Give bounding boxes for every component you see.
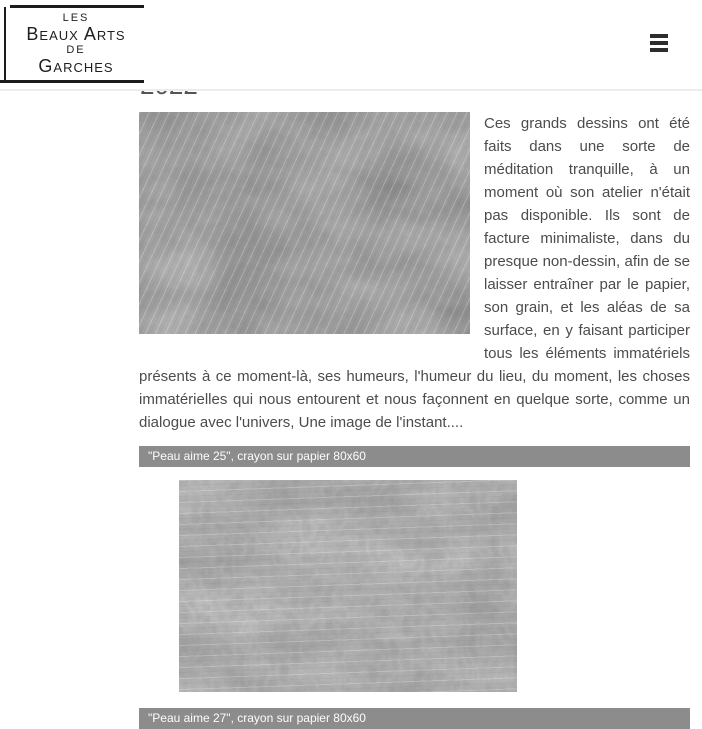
pencil-texture-1	[139, 112, 470, 334]
intro-paragraph: Ces grands dessins ont été faits dans une sorte de méditation tranquille, à un moment où son atelier n'était pas disponible. Ils sont de facture minimaliste, dans du presque non-dessin, afin de se laisser entraîner par le papier, son grain, et les aléas de sa surface, en y faisant participer tous les éléments immatériels présents à ce moment-là, ses humeurs, l'humeur du lieu, du moment, les choses immatérielles qui nous entourent et nous façonnent en quelque sorte, comme un dialogue avec l'univers, Une image de l'instant....	[139, 115, 690, 431]
logo-line-beaux-arts: Beaux Arts	[26, 23, 126, 44]
hamburger-bar	[650, 41, 668, 45]
hamburger-bar	[650, 34, 668, 38]
logo-left-rule	[4, 7, 6, 81]
logo-line-de: DE	[66, 44, 86, 56]
hamburger-bar	[650, 48, 668, 52]
logo-text	[10, 11, 142, 77]
artwork-caption-bar-1: "Peau aime 25", crayon sur papier 80x60	[139, 446, 690, 467]
logo-line-garches: Garches	[38, 56, 114, 77]
artwork-image-peau-aime-27[interactable]	[179, 480, 517, 692]
logo-top-rule	[10, 5, 144, 8]
logo-bottom-rule	[0, 80, 144, 83]
artwork-caption-bar-2: "Peau aime 27", crayon sur papier 80x60	[139, 708, 690, 729]
logo-line-les: LES	[62, 11, 90, 24]
site-header	[0, 0, 702, 91]
logo-les-beaux-arts-de-garches[interactable]	[0, 5, 144, 83]
page-content	[139, 70, 690, 729]
pencil-texture-2	[179, 480, 517, 692]
hamburger-menu-icon[interactable]	[650, 34, 668, 52]
artwork-image-peau-aime-25[interactable]	[139, 112, 470, 334]
